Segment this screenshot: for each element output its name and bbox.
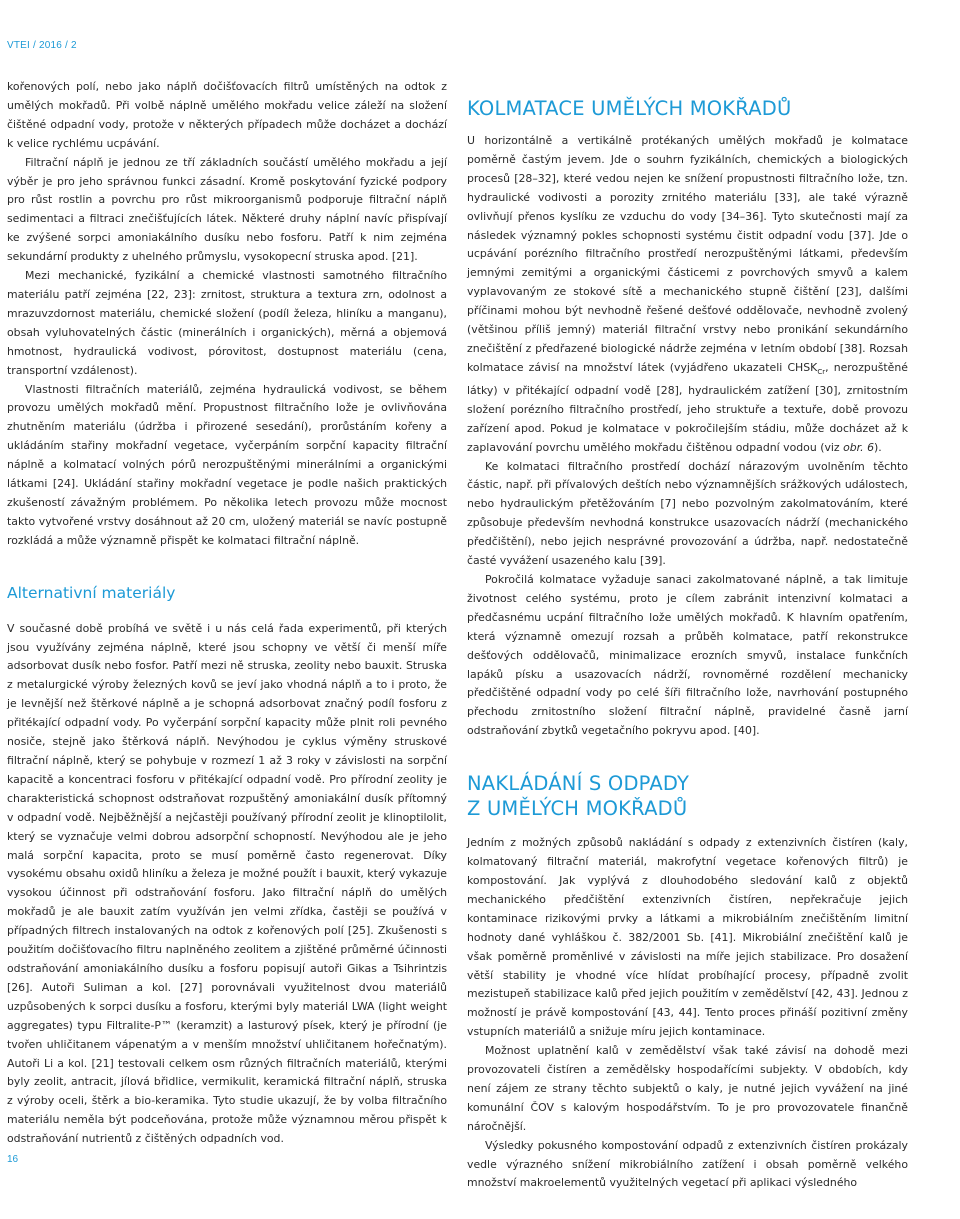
paragraph: Pokročilá kolmatace vyžaduje sanaci zakolmatované náplně, a tak limituje životnost celého systému, proto je cílem zabránit intenzivní kolmataci a předčasnému ucpání filtračního lože umělých mokřadů. K hlavním opatřením, která významně omezují rozsah a průběh kolmatace, patří rekonstrukce dešťových oddělovačů, minimalizace erozních smyvů, instalace funkčních lapáků písku a usazovacích nádrží, rovnoměrné rozdělení mechanicky předčištěné odpadní vody po celé šíři filtračního lože, navrhování postupného přechodu zrnitostního složení filtrační náplně, pravidelné časně jarní odstraňování zbytků vegetačního pokryvu apod. [40]. bbox=[467, 573, 908, 738]
paragraph: Filtrační náplň je jednou ze tří základních součástí umělého mokřadu a její výběr je pro jeho správnou funkci zásadní. Kromě poskytování fyzické podpory pro růst rostlin a povrchu pro růst mikroorganismů podporuje filtrační náplň sedimentaci a filtraci znečišťujících látek. Některé druhy náplní navíc přispívají ke zvýšené sorpci amoniakálního dusíku nebo fosforu. Patří k nim zejména sekundární produkty z uhelného průmyslu, vysokopecní struska apod. [21]. bbox=[7, 155, 447, 264]
paragraph: Výsledky pokusného kompostování odpadů z extenzivních čistíren prokázaly vedle výrazného snížení mikrobiálního zatížení i obsah poměrně velkého množství makroelementů využitelných vegetací při aplikaci výsledného bbox=[467, 1138, 908, 1190]
paragraph: Jedním z možných způsobů nakládání s odpady z extenzivních čistíren (kaly, kolmatovaný filtrační materiál, makrofytní vegetace kořenových filtrů) je kompostování. Jak vyplývá z dlouhodobého sledování kalů z objektů mechanického předčištění extenzivních čistíren, nepřekračuje jejich kontaminace rizikovými prvky a látkami a mikrobiálním znečištěním limitní hodnoty dané vyhláškou č. 382/2001 Sb. [41]. Mikrobiální znečištění kalů je však poměrně proměnlivé v závislosti na míře jejich stabilizace. Pro dosažení větší stability je vhodné více hlídat probíhající procesy, případně zvolit mezistupeň stabilizace kalů před jejich použitím v zemědělství [42, 43]. Jednou z možností je právě kompostování [43, 44]. Tento proces přináší pozitivní změny vstupních materiálů a snižuje míru jejich kontaminace. bbox=[467, 836, 908, 1039]
heading-nakladani bbox=[467, 771, 908, 821]
paragraph: Vlastnosti filtračních materiálů, zejména hydraulická vodivost, se během provozu umělých mokřadů mění. Propustnost filtračního lože je ovlivňována zhutněním materiálu (údržba i přirozené sesedání), prorůstáním kořeny a ukládáním stařiny mokřadní vegetace, vyčerpáním sorpční kapacity filtrační náplně a kolmatací volných pórů nerozpuštěnými minerálními a organickými látkami [24]. Ukládání stařiny mokřadní vegetace je podle našich praktických zkušeností závažným problémem. Po několika letech provozu může mocnost takto vytvořené vrstvy dosáhnout až 20 cm, uložený materiál se navíc postupně rozkládá a může významně přispět ke kolmataci filtrační náplně. bbox=[7, 382, 447, 547]
paragraph: kořenových polí, nebo jako náplň dočišťovacích filtrů umístěných na odtok z umělých mokřadů. Při volbě náplně umělého mokřadu velice záleží na složení čištěné odpadní vody, protože v některých případech může docházet a dochází k velice rychlému ucpávání. bbox=[7, 80, 447, 150]
subheading-alternative-materials: Alternativní materiály bbox=[7, 583, 176, 602]
left-column bbox=[7, 78, 447, 1149]
heading-line: Z UMĚLÝCH MOKŘADŮ bbox=[467, 797, 688, 821]
heading-line: NAKLÁDÁNÍ S ODPADY bbox=[467, 772, 690, 796]
paragraph-text: U horizontálně a vertikálně protékaných umělých mokřadů je kolmatace poměrně častým jevem. Jde o souhrn fyzikálních, chemických a biologických procesů [28–32], které vedou nejen ke snížení propustnosti filtračního lože, tzn. hydraulické vodivosti a porozity zrnitého materiálu [33], ale také výrazně ovlivňují přenos kyslíku ze vzduchu do vody [34–36]. Tyto skutečnosti mají za následek významný pokles schopnosti systému čistit odpadní vodu [37]. Jde o ucpávání porézního filtračního prostředí nerozpuštěnými látkami, především jemnými zemitými a organickými částicemi z povrchových smyvů a kalem vyplavovaným ze stokové sítě a mechanického stupně čištění [23], dalšími příčinami mohou být nevhodně řešené dešťové oddělovače, nevhodně zvolený (většinou příliš jemný) materiál filtrační vrstvy nebo pronikání sekundárního znečištění z předřazené biologické nádrže zejména v letním období [38]. Rozsah kolmatace závisí na množství látek (vyjádřeno ukazateli CHSK bbox=[467, 134, 908, 374]
right-column bbox=[467, 96, 908, 1193]
paragraph: Mezi mechanické, fyzikální a chemické vlastnosti samotného filtračního materiálu patří zejména [22, 23]: zrnitost, struktura a textura zrn, odolnost a mrazuvzdornost materiálu, chemické složení (podíl železa, hliníku a manganu), obsah vyluhovatelných částic (minerálních i organických), měrná a objemová hmotnost, hydraulická vodivost, pórovitost, dostupnost materiálu (cena, transportní vzdálenost). bbox=[7, 269, 447, 377]
heading-kolmatace: KOLMATACE UMĚLÝCH MOKŘADŮ bbox=[467, 97, 792, 120]
subscript-cr: Cr bbox=[817, 368, 826, 377]
running-head: VTEI / 2016 / 2 bbox=[7, 40, 77, 51]
paragraph-text: , nerozpuštěné látky) v přitékající odpadní vodě [28], hydraulickém zatížení [30], zrnitostním složení porézního filtračního prostředí, jeho struktuře a textuře, době provozu zařízení apod. Pokud je kolmatace v pokročilejším stádiu, může docházet až k zaplavování povrchu umělého mokřadu čištěnou odpadní vodou (viz bbox=[467, 360, 908, 454]
paragraph: Ke kolmataci filtračního prostředí dochází nárazovým uvolněním těchto částic, např. při přívalových deštích nebo významnějších srážkových událostech, nebo hydraulickým přetěžováním [7] nebo pozvolným zakolmatováním, které způsobuje především nevhodná konstrukce usazovacích nádrží (mechanického předčištění), nebo jejich nesprávné provozování a údržba, např. nedostatečně časté vyvážení usazeného kalu [39]. bbox=[467, 459, 908, 568]
page-number: 16 bbox=[7, 1154, 19, 1165]
paragraph bbox=[467, 132, 908, 458]
figure-reference: obr. 6 bbox=[843, 440, 875, 454]
paragraph: Možnost uplatnění kalů v zemědělství však také závisí na dohodě mezi provozovateli čistíren a zemědělsky hospodařícími subjekty. V obdobích, kdy není zájem ze strany těchto subjektů o kaly, je nutné jejich vyvážení na jiné komunální ČOV s kalovým hospodářstvím. To je pro provozovatele finančně náročnější. bbox=[467, 1044, 908, 1133]
paragraph-text: ). bbox=[874, 440, 882, 454]
paragraph: V současné době probíhá ve světě i u nás celá řada experimentů, při kterých jsou využívány zejména náplně, které jsou schopny ve větší či menší míře adsorbovat dusík nebo fosfor. Patří mezi ně struska, zeolity nebo bauxit. Struska z metalurgické výroby železných kovů se jeví jako vhodná náplň a to i proto, že je levnější než štěrkové náplně a je schopná adsorbovat značný podíl fosforu z přitékající odpadní vody. Po vyčerpání sorpční kapacity může plnit roli pevného nosiče, stejně jako štěrková náplň. Nevýhodou je cyklus výměny struskové filtrační náplně, který se pohybuje v rozmezí 1 až 3 roky v závislosti na sorpční kapacitě a koncentraci fosforu v přitékající odpadní vodě. Pro přírodní zeolity je charakteristická schopnost odstraňovat rozpuštěný amoniakální dusík přítomný v odpadní vodě. Nejběžnější a nejčastěji používaný přírodní zeolit je klinoptilolit, který se vyznačuje velmi dobrou adsorpční schopností. Nevýhodou ale je jeho malá sorpční kapacita, proto se musí poměrně často regenerovat. Díky vysokému obsahu oxidů hliníku a železa je možné použít i bauxit, který vykazuje vysokou účinnost při odstraňování fosforu. Jako filtrační náplň do umělých mokřadů je ale bauxit zatím využíván jen velmi zřídka, častěji se používá v případných filtrech instalovaných na odtok z kořenových polí [25]. Zkušenosti s použitím dočišťovacího filtru naplněného zeolitem a zjištěné průměrné účinnosti odstraňování amoniakálního dusíku a fosforu popisují autoři Gikas a Tsihrintzis [26]. Autoři Suliman a kol. [27] porovnávali využitelnost dvou materiálů uzpůsobených k sorpci dusíku a fosforu, kterými byly materiál LWA (light weight aggregates) typu Filtralite-P™ (keramzit) a lasturový písek, který je přírodní (je tvořen uhličitanem vápenatým a v menším množství uhličitanem hořečnatým). Autoři Li a kol. [21] testovali celkem osm různých filtračních materiálů, kterými byly zeolit, antracit, jílová břidlice, vermikulit, keramická filtrační náplň, struska z výroby oceli, štěrk a bio-keramika. Tyto studie ukazují, že by volba filtračního materiálu neměla být podceňována, protože může významnou měrou přispět k odstraňování nutrientů z čištěných odpadních vod. bbox=[7, 621, 447, 1146]
